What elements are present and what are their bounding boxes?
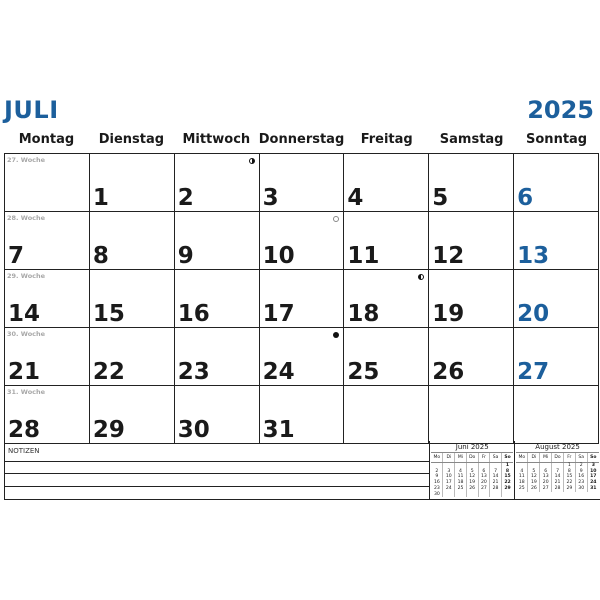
mini-day: 23 — [431, 486, 443, 492]
day-number: 21 — [8, 359, 41, 385]
day-cell — [5, 328, 90, 386]
day-cell — [90, 386, 175, 444]
mini-day — [466, 492, 478, 498]
mini-day: 21 — [490, 480, 502, 486]
day-number: 15 — [92, 301, 125, 327]
day-number: 27 — [517, 359, 550, 385]
day-number: 5 — [432, 185, 449, 211]
mini-day: 9 — [431, 474, 443, 480]
last-quarter-icon — [418, 274, 424, 280]
mini-day: 24 — [590, 480, 597, 486]
mini-day: 24 — [443, 486, 455, 492]
notes-line — [5, 461, 429, 462]
weekday-header-row — [4, 127, 599, 154]
mini-day: 4 — [455, 469, 467, 475]
day-number: 8 — [92, 243, 109, 269]
day-cell — [344, 386, 429, 444]
mini-day: 6 — [478, 469, 490, 475]
mini-day: 22 — [563, 480, 575, 486]
mini-day: 28 — [552, 486, 564, 492]
notes-section — [5, 441, 430, 499]
mini-weekday-label: Mi — [455, 453, 467, 463]
day-number: 11 — [347, 243, 380, 269]
mini-day: 19 — [466, 480, 478, 486]
day-cell — [90, 212, 175, 270]
day-cell — [260, 154, 345, 212]
day-number: 7 — [8, 243, 25, 269]
mini-day: 13 — [540, 474, 552, 480]
day-number: 16 — [177, 301, 210, 327]
week-number-label: 28. Woche — [7, 214, 46, 222]
day-cell — [5, 270, 90, 328]
mini-day: 10 — [443, 474, 455, 480]
day-number: 14 — [8, 301, 41, 327]
day-cell — [429, 270, 514, 328]
day-number: 6 — [517, 185, 534, 211]
day-cell — [260, 270, 345, 328]
mini-day: 1 — [563, 463, 575, 469]
mini-day: 25 — [455, 486, 467, 492]
day-cell — [344, 154, 429, 212]
day-cell — [175, 154, 260, 212]
day-cell — [429, 328, 514, 386]
mini-day: 11 — [516, 474, 528, 480]
mini-day: 23 — [575, 480, 587, 486]
notes-line — [5, 473, 429, 474]
mini-day: 30 — [431, 492, 443, 498]
day-cell — [514, 154, 599, 212]
day-cell — [5, 386, 90, 444]
day-number: 1 — [92, 185, 109, 211]
day-cell — [429, 154, 514, 212]
calendar-grid — [4, 154, 599, 444]
month-title: JULI — [4, 96, 59, 124]
day-number: 26 — [432, 359, 465, 385]
mini-day: 14 — [552, 474, 564, 480]
weekday-label: Donnerstag — [258, 132, 345, 147]
weekday-label: Sonntag — [526, 132, 588, 147]
mini-day: 17 — [443, 480, 455, 486]
mini-weekday-label: Fr — [563, 453, 575, 463]
mini-day: 4 — [516, 469, 528, 475]
day-number: 17 — [262, 301, 295, 327]
day-number: 9 — [177, 243, 194, 269]
mini-day — [443, 492, 455, 498]
mini-day: 15 — [504, 474, 511, 480]
day-cell — [260, 328, 345, 386]
mini-calendar-title: Juni 2025 — [431, 442, 513, 453]
mini-day: 16 — [431, 480, 443, 486]
day-cell — [514, 270, 599, 328]
mini-weekday-label: Mi — [540, 453, 552, 463]
day-number: 31 — [262, 417, 295, 443]
weekday-label: Dienstag — [98, 132, 165, 147]
day-cell — [514, 386, 599, 444]
mini-day: 31 — [590, 485, 597, 491]
day-cell — [175, 328, 260, 386]
day-cell — [90, 328, 175, 386]
day-cell — [5, 154, 90, 212]
day-cell — [344, 328, 429, 386]
mini-day: 26 — [528, 486, 540, 492]
calendar-footer — [4, 441, 600, 500]
mini-weekday-label: Di — [528, 453, 540, 463]
mini-day: 20 — [540, 480, 552, 486]
day-cell — [344, 212, 429, 270]
day-number: 24 — [262, 359, 295, 385]
day-cell — [5, 212, 90, 270]
day-cell — [514, 212, 599, 270]
day-number: 23 — [177, 359, 210, 385]
mini-day: 10 — [590, 468, 597, 474]
mini-day: 12 — [466, 474, 478, 480]
day-number: 19 — [432, 301, 465, 327]
day-cell — [260, 212, 345, 270]
mini-day: 2 — [575, 463, 587, 469]
first-quarter-icon — [249, 158, 255, 164]
day-cell — [429, 212, 514, 270]
notes-line — [5, 486, 429, 487]
mini-day: 7 — [552, 469, 564, 475]
mini-day: 18 — [516, 480, 528, 486]
mini-day: 29 — [504, 485, 511, 491]
day-number: 12 — [432, 243, 465, 269]
mini-day: 25 — [516, 486, 528, 492]
mini-day: 15 — [563, 474, 575, 480]
day-number: 10 — [262, 243, 295, 269]
day-cell — [175, 386, 260, 444]
mini-day: 13 — [478, 474, 490, 480]
mini-calendar-august — [515, 441, 600, 499]
mini-day: 29 — [563, 486, 575, 492]
weekday-label: Samstag — [439, 132, 504, 147]
year-title: 2025 — [527, 96, 594, 124]
day-cell — [90, 270, 175, 328]
mini-day: 11 — [455, 474, 467, 480]
mini-day: 2 — [431, 469, 443, 475]
mini-weekday-label: Sa — [490, 453, 502, 463]
mini-day: 20 — [478, 480, 490, 486]
day-number: 2 — [177, 185, 194, 211]
mini-day: 6 — [540, 469, 552, 475]
mini-day: 12 — [528, 474, 540, 480]
weekday-label: Montag — [18, 132, 75, 147]
mini-day — [490, 492, 502, 498]
mini-calendar-june — [430, 441, 515, 499]
full-moon-icon — [333, 216, 339, 222]
mini-day: 5 — [466, 469, 478, 475]
mini-day: 28 — [490, 486, 502, 492]
mini-weekday-label: Do — [552, 453, 564, 463]
weekday-label: Mittwoch — [182, 132, 251, 147]
day-number: 28 — [8, 417, 41, 443]
day-number: 3 — [262, 185, 279, 211]
day-cell — [429, 386, 514, 444]
mini-calendar-table — [431, 453, 513, 497]
day-number: 13 — [517, 243, 550, 269]
week-number-label: 30. Woche — [7, 330, 46, 338]
mini-day: 9 — [575, 469, 587, 475]
mini-weekday-label: Fr — [478, 453, 490, 463]
day-number: 30 — [177, 417, 210, 443]
new-moon-icon — [333, 332, 339, 338]
mini-weekday-label: Di — [443, 453, 455, 463]
mini-day: 16 — [575, 474, 587, 480]
mini-day: 18 — [455, 480, 467, 486]
day-cell — [260, 386, 345, 444]
week-number-label: 29. Woche — [7, 272, 46, 280]
mini-day: 27 — [540, 486, 552, 492]
mini-day — [501, 492, 513, 498]
mini-weekday-label: Mo — [516, 453, 528, 463]
mini-day: 27 — [478, 486, 490, 492]
mini-calendar-table — [516, 453, 599, 492]
mini-day: 3 — [443, 469, 455, 475]
month-calendar — [4, 127, 599, 444]
day-number: 29 — [92, 417, 125, 443]
mini-calendar-title: August 2025 — [516, 442, 599, 453]
week-number-label: 27. Woche — [7, 156, 46, 164]
mini-day: 22 — [504, 480, 511, 486]
mini-day — [455, 492, 467, 498]
day-number: 22 — [92, 359, 125, 385]
mini-day: 21 — [552, 480, 564, 486]
notes-label: NOTIZEN — [8, 447, 40, 455]
day-cell — [175, 212, 260, 270]
mini-day: 30 — [575, 486, 587, 492]
mini-day — [478, 492, 490, 498]
mini-day: 14 — [490, 474, 502, 480]
week-number-label: 31. Woche — [7, 388, 46, 396]
mini-day: 5 — [528, 469, 540, 475]
mini-weekday-label: Mo — [431, 453, 443, 463]
mini-day: 26 — [466, 486, 478, 492]
mini-weekday-label: So — [501, 453, 513, 463]
day-number: 18 — [347, 301, 380, 327]
day-cell — [514, 328, 599, 386]
day-number: 4 — [347, 185, 364, 211]
day-number: 20 — [517, 301, 550, 327]
day-number: 25 — [347, 359, 380, 385]
mini-day: 1 — [505, 463, 510, 468]
day-cell — [344, 270, 429, 328]
mini-day: 3 — [591, 463, 595, 468]
day-cell — [175, 270, 260, 328]
weekday-label: Freitag — [360, 132, 413, 147]
day-cell — [90, 154, 175, 212]
mini-day: 8 — [505, 468, 510, 474]
mini-day: 19 — [528, 480, 540, 486]
mini-day: 7 — [490, 469, 502, 475]
mini-day: 17 — [590, 474, 597, 480]
mini-day: 8 — [563, 469, 575, 475]
mini-weekday-label: Do — [466, 453, 478, 463]
mini-weekday-label: Sa — [575, 453, 587, 463]
mini-weekday-label: So — [587, 453, 599, 463]
